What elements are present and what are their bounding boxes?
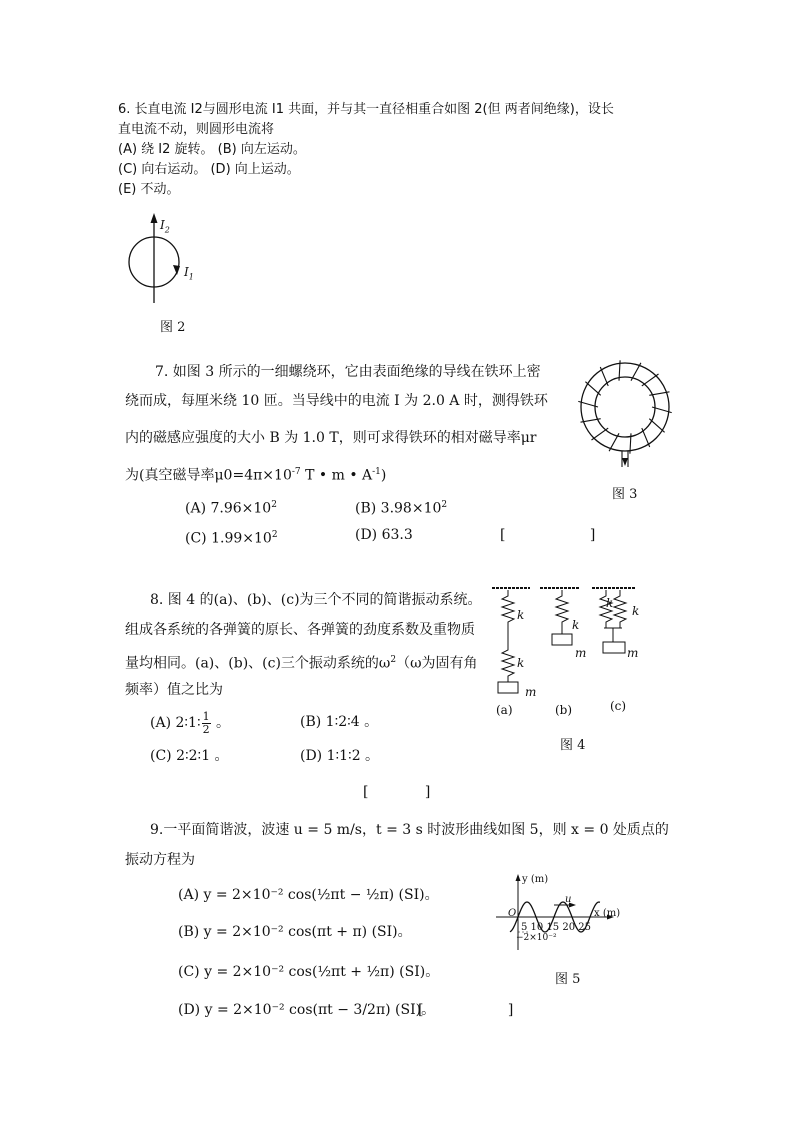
- q9-option-b: (B) y = 2×10⁻² cos(πt + π) (SI)。: [178, 924, 412, 940]
- q7-option-a: (A) $7.96\times 10^2$: [185, 500, 277, 517]
- figure-4-springs: [488, 582, 648, 702]
- q6-line1: 6. 长直电流 I2与圆形电流 I1 共面，并与其一直径相重合如图 2(但 两者间绝缘)，设长: [118, 102, 614, 117]
- q8-answer-bracket: [ ]: [363, 784, 457, 800]
- spring-k-c2: k: [632, 604, 640, 618]
- q8-option-c: (C) 2∶2∶1 。: [150, 748, 229, 764]
- spring-k-b: k: [572, 618, 580, 632]
- q9-line2: 振动方程为: [125, 852, 195, 868]
- q7-option-c: (C) $1.99\times 10^2$: [185, 530, 278, 547]
- figure-5-caption: 图 5: [555, 972, 581, 987]
- q9-option-d: (D) y = 2×10⁻² cos(πt − 3/2π) (SI)。: [178, 1002, 436, 1018]
- q9-option-a: (A) y = 2×10⁻² cos(½πt − ½π) (SI)。: [178, 887, 439, 903]
- arrow-down-icon: [173, 265, 180, 275]
- q7-line2: 绕而成，每厘米绕 10 匝。当导线中的电流 I 为 2.0 A 时，测得铁环: [125, 393, 548, 409]
- amplitude-label: −2×10⁻²: [516, 933, 557, 943]
- q8-line4: 频率）值之比为: [125, 682, 223, 698]
- q7-option-b: (B) $3.98\times 10^2$: [355, 500, 448, 517]
- axis-y-label: y (m): [522, 874, 549, 885]
- mass-m-b: m: [575, 646, 587, 660]
- q6-option-c-d: (C) 向右运动。 (D) 向上运动。: [118, 162, 300, 177]
- q8-line2: 组成各系统的各弹簧的原长、各弹簧的劲度系数及重物质: [125, 622, 475, 638]
- sub-label-c: (c): [610, 699, 627, 713]
- origin-label: O: [508, 908, 517, 919]
- arrow-up-icon: [151, 213, 158, 223]
- axis-x-label: x (m): [594, 908, 621, 919]
- arrow-down-icon: [622, 458, 628, 466]
- spring-k-c1: k: [606, 596, 614, 610]
- q6-option-a-b: (A) 绕 I2 旋转。 (B) 向左运动。: [118, 142, 306, 157]
- mass-m-c: m: [627, 646, 639, 660]
- figure-4-caption: 图 4: [560, 738, 586, 753]
- q8-option-d: (D) 1∶1∶2 。: [300, 748, 380, 764]
- q6-line2: 直电流不动，则圆形电流将: [118, 122, 275, 137]
- q8-option-a: (A) 2∶1∶ $\frac{1}{2}$ 。: [150, 709, 231, 736]
- q8-line1: 8. 图 4 的(a)、(b)、(c)为三个不同的简谐振动系统。: [150, 592, 482, 608]
- q7-option-d: (D) 63.3: [355, 527, 413, 543]
- q7-answer-bracket: [ ]: [500, 527, 636, 543]
- figure-2-caption: 图 2: [160, 320, 186, 335]
- q8-option-b: (B) 1∶2∶4 。: [300, 714, 379, 730]
- label-i1: $I_1$: [184, 265, 194, 282]
- figure-3-toroid: [572, 352, 682, 470]
- sub-label-a: (a): [496, 703, 513, 717]
- spring-k-a1: k: [517, 608, 525, 622]
- q7-line4: 为(真空磁导率$\mu 0=4\pi\times 10^{-7}$ T • m • $A^{-1}$): [125, 467, 387, 484]
- q6-option-e: (E) 不动。: [118, 182, 180, 197]
- spring-k-a2: k: [517, 656, 525, 670]
- figure-3-caption: 图 3: [612, 487, 638, 502]
- q9-line1: 9.一平面简谐波，波速 u = 5 m/s，t = 3 s 时波形曲线如图 5，则 x = 0 处质点的: [150, 822, 669, 838]
- q7-line1: 7. 如图 3 所示的一细螺绕环，它由表面绝缘的导线在铁环上密: [155, 364, 541, 380]
- q8-line3: 量均相同。(a)、(b)、(c)三个振动系统的$\omega^2(\omega$为固有角: [125, 655, 478, 672]
- x-tick-labels: 5 10 15 20 25: [521, 922, 591, 933]
- q7-line3: 内的磁感应强度的大小 B 为 1.0 T，则可求得铁环的相对磁导率μr: [125, 430, 537, 446]
- q9-option-c: (C) y = 2×10⁻² cos(½πt + ½π) (SI)。: [178, 964, 440, 980]
- mass-m-a: m: [525, 685, 537, 699]
- q9-answer-bracket: [ ]: [418, 1002, 554, 1018]
- velocity-label: u: [565, 894, 572, 905]
- label-i2: $I_2$: [160, 218, 170, 235]
- sub-label-b: (b): [555, 703, 573, 717]
